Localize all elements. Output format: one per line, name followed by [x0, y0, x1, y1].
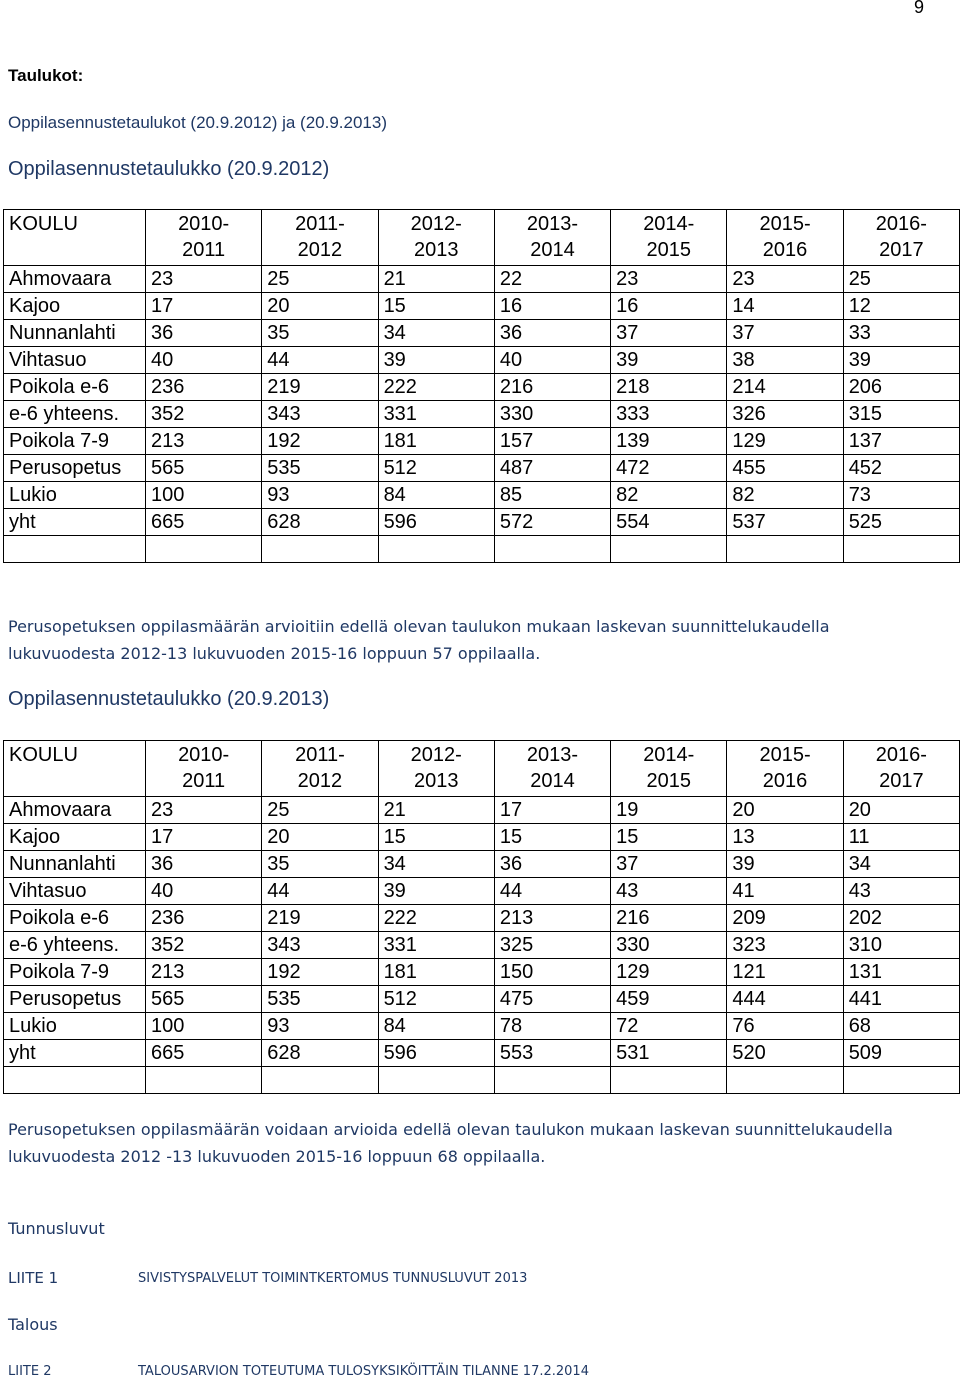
value-cell: 455 [727, 455, 843, 482]
header-year-start: 2015- [759, 744, 811, 766]
value-cell: 565 [146, 986, 262, 1013]
value-cell: 82 [727, 482, 843, 509]
value-cell: 23 [146, 797, 262, 824]
value-cell: 181 [378, 959, 494, 986]
header-cell-year [843, 210, 959, 266]
value-cell: 43 [611, 878, 727, 905]
table1-title: Oppilasennustetaulukko (20.9.2012) [8, 158, 330, 180]
row-label-cell: Kajoo [4, 293, 146, 320]
value-cell: 37 [611, 320, 727, 347]
value-cell: 20 [262, 293, 378, 320]
header-year-start: 2010- [178, 213, 230, 235]
header-year-start: 2015- [759, 213, 811, 235]
row-label-cell: Perusopetus [4, 986, 146, 1013]
header-year-end: 2014 [530, 770, 575, 792]
empty-row [4, 1067, 960, 1094]
empty-cell [378, 536, 494, 563]
value-cell: 25 [843, 266, 959, 293]
value-cell: 209 [727, 905, 843, 932]
value-cell: 459 [611, 986, 727, 1013]
value-cell: 23 [611, 266, 727, 293]
table-row [4, 959, 960, 986]
value-cell: 19 [611, 797, 727, 824]
header-year-end: 2017 [879, 770, 924, 792]
header-year-start: 2011- [295, 213, 345, 235]
value-cell: 15 [611, 824, 727, 851]
value-cell: 38 [727, 347, 843, 374]
value-cell: 628 [262, 1040, 378, 1067]
value-cell: 665 [146, 1040, 262, 1067]
page-number: 9 [913, 0, 924, 17]
value-cell: 11 [843, 824, 959, 851]
value-cell: 121 [727, 959, 843, 986]
table-row [4, 986, 960, 1013]
value-cell: 20 [262, 824, 378, 851]
value-cell: 139 [611, 428, 727, 455]
value-cell: 537 [727, 509, 843, 536]
row-label-cell: Poikola 7-9 [4, 959, 146, 986]
value-cell: 84 [378, 482, 494, 509]
value-cell: 44 [262, 878, 378, 905]
row-label-cell: Perusopetus [4, 455, 146, 482]
value-cell: 82 [611, 482, 727, 509]
empty-cell [611, 536, 727, 563]
value-cell: 520 [727, 1040, 843, 1067]
paragraph-2: Perusopetuksen oppilasmäärän voidaan arvioida edellä olevan taulukon mukaan laskevan suunnittelukaudella lukuvuodesta 2012 -13 lukuvuoden 2015-16 loppuun 68 oppilaalla. [8, 1120, 893, 1166]
table-row [4, 401, 960, 428]
value-cell: 37 [727, 320, 843, 347]
header-year-start: 2010- [178, 744, 230, 766]
row-label-cell: Ahmovaara [4, 797, 146, 824]
table-row [4, 428, 960, 455]
value-cell: 565 [146, 455, 262, 482]
value-cell: 39 [378, 347, 494, 374]
value-cell: 17 [494, 797, 610, 824]
value-cell: 39 [727, 851, 843, 878]
header-year-end: 2012 [297, 770, 343, 792]
row-label-cell: Vihtasuo [4, 347, 146, 374]
row-label-cell: e-6 yhteens. [4, 932, 146, 959]
value-cell: 192 [262, 428, 378, 455]
value-cell: 325 [494, 932, 610, 959]
row-label-cell: Ahmovaara [4, 266, 146, 293]
table-row [4, 347, 960, 374]
value-cell: 535 [262, 986, 378, 1013]
value-cell: 333 [611, 401, 727, 428]
header-year-end: 2012 [297, 239, 343, 261]
value-cell: 222 [378, 905, 494, 932]
header-year-end: 2013 [413, 770, 459, 792]
empty-cell [262, 536, 378, 563]
table-row [4, 509, 960, 536]
value-cell: 76 [727, 1013, 843, 1040]
table-row [4, 851, 960, 878]
value-cell: 219 [262, 374, 378, 401]
value-cell: 129 [611, 959, 727, 986]
value-cell: 222 [378, 374, 494, 401]
header-year-end: 2016 [762, 239, 808, 261]
value-cell: 137 [843, 428, 959, 455]
value-cell: 73 [843, 482, 959, 509]
value-cell: 181 [378, 428, 494, 455]
header-cell-year [611, 741, 727, 797]
value-cell: 39 [611, 347, 727, 374]
empty-cell [4, 1067, 146, 1094]
value-cell: 39 [843, 347, 959, 374]
table-row [4, 905, 960, 932]
table-row [4, 1040, 960, 1067]
value-cell: 352 [146, 932, 262, 959]
header-year-start: 2012- [410, 213, 462, 235]
value-cell: 23 [727, 266, 843, 293]
table-header-row [4, 741, 960, 797]
empty-cell [494, 1067, 610, 1094]
row-label-cell: Poikola e-6 [4, 374, 146, 401]
value-cell: 572 [494, 509, 610, 536]
value-cell: 343 [262, 932, 378, 959]
header-year-end: 2016 [762, 770, 808, 792]
header-cell-year [146, 210, 262, 266]
header-year-end: 2011 [182, 239, 226, 261]
value-cell: 512 [378, 986, 494, 1013]
empty-cell [378, 1067, 494, 1094]
header-year-start: 2016- [875, 213, 927, 235]
value-cell: 315 [843, 401, 959, 428]
table2-title: Oppilasennustetaulukko (20.9.2013) [8, 688, 330, 710]
table-row [4, 293, 960, 320]
value-cell: 35 [262, 851, 378, 878]
value-cell: 34 [843, 851, 959, 878]
header-cell-year [843, 741, 959, 797]
value-cell: 131 [843, 959, 959, 986]
value-cell: 17 [146, 293, 262, 320]
value-cell: 525 [843, 509, 959, 536]
header-cell-year [262, 741, 378, 797]
liite1-text: SIVISTYSPALVELUT TOIMINTKERTOMUS TUNNUSLUVUT 2013 [138, 1271, 528, 1286]
value-cell: 15 [494, 824, 610, 851]
value-cell: 20 [843, 797, 959, 824]
header-cell-school: KOULU [4, 741, 146, 797]
value-cell: 34 [378, 320, 494, 347]
value-cell: 554 [611, 509, 727, 536]
header-cell-school: KOULU [4, 210, 146, 266]
table-row [4, 1013, 960, 1040]
row-label-cell: Lukio [4, 482, 146, 509]
value-cell: 36 [494, 851, 610, 878]
table-row [4, 932, 960, 959]
value-cell: 213 [146, 959, 262, 986]
value-cell: 21 [378, 797, 494, 824]
row-label-cell: Poikola e-6 [4, 905, 146, 932]
table-row [4, 320, 960, 347]
value-cell: 43 [843, 878, 959, 905]
value-cell: 44 [262, 347, 378, 374]
empty-cell [494, 536, 610, 563]
value-cell: 236 [146, 905, 262, 932]
header-year-start: 2012- [410, 744, 462, 766]
header-cell-year [378, 210, 494, 266]
value-cell: 16 [494, 293, 610, 320]
value-cell: 84 [378, 1013, 494, 1040]
value-cell: 150 [494, 959, 610, 986]
value-cell: 192 [262, 959, 378, 986]
value-cell: 326 [727, 401, 843, 428]
value-cell: 596 [378, 1040, 494, 1067]
header-year-end: 2017 [879, 239, 924, 261]
empty-cell [727, 1067, 843, 1094]
value-cell: 202 [843, 905, 959, 932]
value-cell: 25 [262, 266, 378, 293]
value-cell: 665 [146, 509, 262, 536]
header-year-start: 2013- [526, 744, 579, 766]
value-cell: 40 [494, 347, 610, 374]
header-cell-year [727, 741, 843, 797]
value-cell: 330 [611, 932, 727, 959]
header-year-end: 2015 [646, 770, 692, 792]
empty-cell [262, 1067, 378, 1094]
header-year-start: 2011- [295, 744, 345, 766]
value-cell: 509 [843, 1040, 959, 1067]
value-cell: 352 [146, 401, 262, 428]
header-year-end: 2014 [530, 239, 575, 261]
value-cell: 628 [262, 509, 378, 536]
table-header-row [4, 210, 960, 266]
header-year-end: 2015 [646, 239, 692, 261]
value-cell: 68 [843, 1013, 959, 1040]
value-cell: 13 [727, 824, 843, 851]
value-cell: 310 [843, 932, 959, 959]
value-cell: 34 [378, 851, 494, 878]
value-cell: 35 [262, 320, 378, 347]
empty-cell [843, 536, 959, 563]
value-cell: 100 [146, 1013, 262, 1040]
value-cell: 323 [727, 932, 843, 959]
value-cell: 219 [262, 905, 378, 932]
table-row [4, 878, 960, 905]
value-cell: 78 [494, 1013, 610, 1040]
header-year-start: 2014- [643, 213, 695, 235]
value-cell: 596 [378, 509, 494, 536]
value-cell: 36 [146, 320, 262, 347]
value-cell: 16 [611, 293, 727, 320]
value-cell: 553 [494, 1040, 610, 1067]
tunnusluvut-heading: Tunnusluvut [8, 1219, 105, 1238]
value-cell: 531 [611, 1040, 727, 1067]
value-cell: 22 [494, 266, 610, 293]
header-year-start: 2016- [875, 744, 927, 766]
value-cell: 331 [378, 401, 494, 428]
value-cell: 40 [146, 347, 262, 374]
value-cell: 535 [262, 455, 378, 482]
value-cell: 23 [146, 266, 262, 293]
header-cell-year [494, 210, 610, 266]
value-cell: 40 [146, 878, 262, 905]
header-year-end: 2011 [182, 770, 226, 792]
value-cell: 39 [378, 878, 494, 905]
value-cell: 452 [843, 455, 959, 482]
liite1-label: LIITE 1 [8, 1269, 59, 1287]
value-cell: 129 [727, 428, 843, 455]
value-cell: 21 [378, 266, 494, 293]
value-cell: 44 [494, 878, 610, 905]
paragraph-1: Perusopetuksen oppilasmäärän arvioitiin edellä olevan taulukon mukaan laskevan suunnittelukaudella lukuvuodesta 2012-13 lukuvuoden 2015-16 loppuun 57 oppilaalla. [8, 617, 830, 663]
value-cell: 475 [494, 986, 610, 1013]
value-cell: 33 [843, 320, 959, 347]
value-cell: 100 [146, 482, 262, 509]
talous-heading: Talous [8, 1315, 58, 1334]
liite2-label: LIITE 2 [8, 1364, 52, 1379]
enrollment-table-2013 [3, 740, 960, 1094]
row-label-cell: Poikola 7-9 [4, 428, 146, 455]
header-year-end: 2013 [413, 239, 459, 261]
table-row [4, 266, 960, 293]
intro-line: Oppilasennustetaulukot (20.9.2012) ja (20.9.2013) [8, 113, 387, 132]
empty-row [4, 536, 960, 563]
header-cell-year [494, 741, 610, 797]
header-cell-year [378, 741, 494, 797]
row-label-cell: yht [4, 1040, 146, 1067]
table-row [4, 455, 960, 482]
empty-cell [4, 536, 146, 563]
row-label-cell: Kajoo [4, 824, 146, 851]
value-cell: 214 [727, 374, 843, 401]
value-cell: 487 [494, 455, 610, 482]
value-cell: 236 [146, 374, 262, 401]
value-cell: 12 [843, 293, 959, 320]
empty-cell [843, 1067, 959, 1094]
value-cell: 93 [262, 482, 378, 509]
value-cell: 157 [494, 428, 610, 455]
header-year-start: 2013- [526, 213, 579, 235]
value-cell: 93 [262, 1013, 378, 1040]
row-label-cell: Lukio [4, 1013, 146, 1040]
header-year-start: 2014- [643, 744, 695, 766]
value-cell: 36 [146, 851, 262, 878]
liite2-text: TALOUSARVION TOTEUTUMA TULOSYKSIKÖITTÄIN TILANNE 17.2.2014 [138, 1364, 589, 1379]
row-label-cell: yht [4, 509, 146, 536]
value-cell: 17 [146, 824, 262, 851]
empty-cell [611, 1067, 727, 1094]
value-cell: 85 [494, 482, 610, 509]
value-cell: 15 [378, 824, 494, 851]
value-cell: 36 [494, 320, 610, 347]
value-cell: 343 [262, 401, 378, 428]
value-cell: 216 [611, 905, 727, 932]
empty-cell [146, 536, 262, 563]
empty-cell [146, 1067, 262, 1094]
header-cell-year [611, 210, 727, 266]
value-cell: 206 [843, 374, 959, 401]
value-cell: 512 [378, 455, 494, 482]
value-cell: 15 [378, 293, 494, 320]
row-label-cell: Nunnanlahti [4, 320, 146, 347]
table-row [4, 482, 960, 509]
value-cell: 218 [611, 374, 727, 401]
value-cell: 20 [727, 797, 843, 824]
value-cell: 331 [378, 932, 494, 959]
value-cell: 216 [494, 374, 610, 401]
header-cell-year [727, 210, 843, 266]
value-cell: 25 [262, 797, 378, 824]
value-cell: 14 [727, 293, 843, 320]
section-heading: Taulukot: [8, 66, 84, 85]
row-label-cell: Vihtasuo [4, 878, 146, 905]
value-cell: 330 [494, 401, 610, 428]
value-cell: 213 [146, 428, 262, 455]
row-label-cell: Nunnanlahti [4, 851, 146, 878]
table-row [4, 797, 960, 824]
table-row [4, 374, 960, 401]
value-cell: 444 [727, 986, 843, 1013]
value-cell: 441 [843, 986, 959, 1013]
value-cell: 37 [611, 851, 727, 878]
enrollment-table-2012 [3, 209, 960, 563]
value-cell: 41 [727, 878, 843, 905]
value-cell: 72 [611, 1013, 727, 1040]
value-cell: 472 [611, 455, 727, 482]
empty-cell [727, 536, 843, 563]
header-cell-year [262, 210, 378, 266]
value-cell: 213 [494, 905, 610, 932]
table-row [4, 824, 960, 851]
header-cell-year [146, 741, 262, 797]
row-label-cell: e-6 yhteens. [4, 401, 146, 428]
